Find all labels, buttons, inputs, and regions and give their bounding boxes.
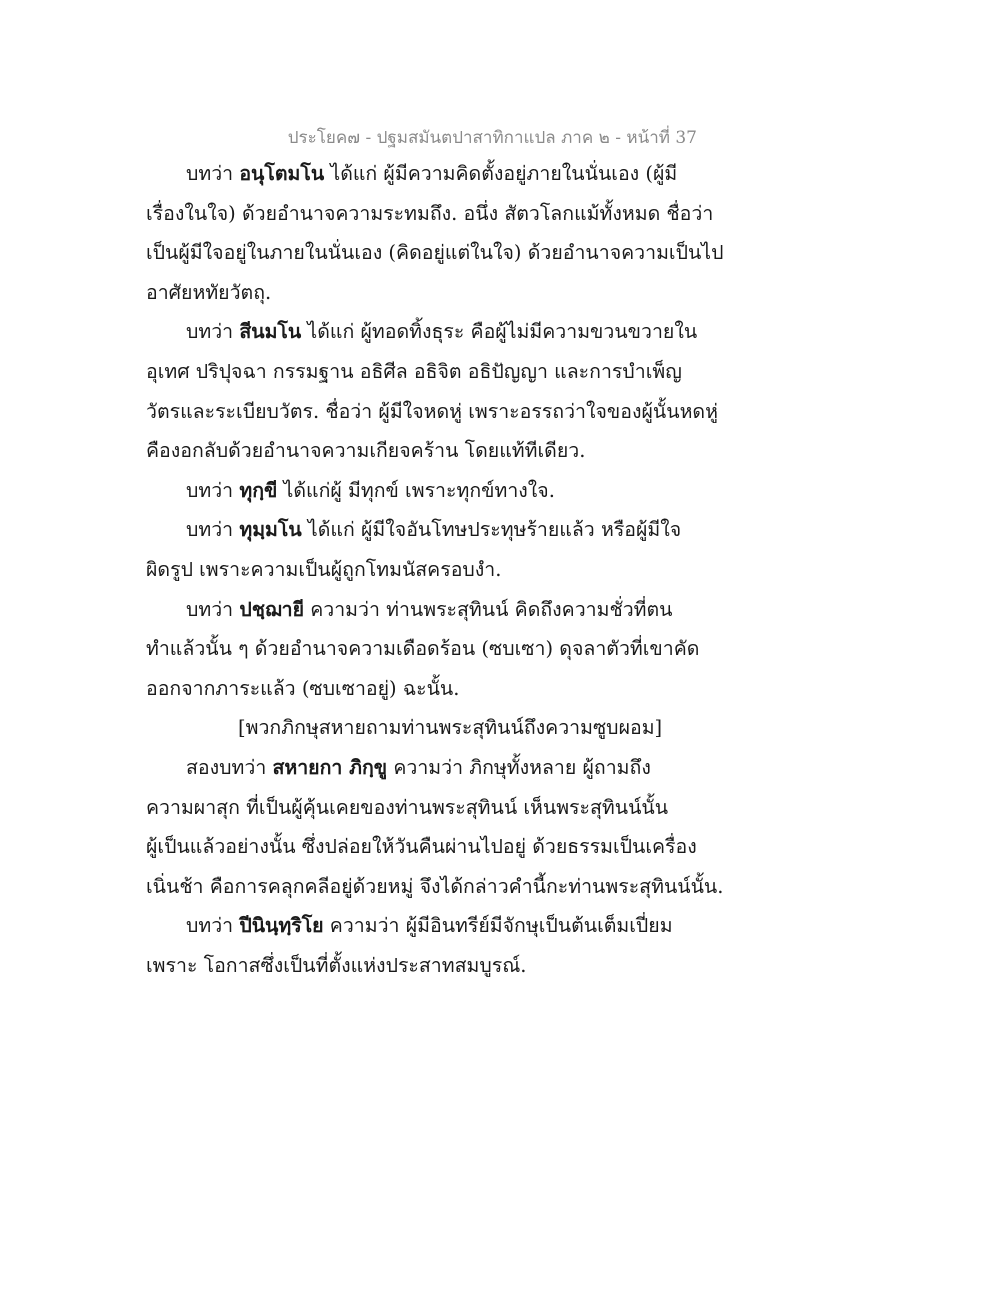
pali-term: ทุมฺมโน <box>239 518 302 542</box>
text-line: คืองอกลับด้วยอำนาจความเกียจคร้าน โดยแท้ทีเดียว. <box>146 439 586 463</box>
paragraph-anutomano <box>146 154 724 312</box>
line-suffix: ความว่า ผู้มีอินทรีย์มีจักษุเป็นต้นเต็มเปี่ยม <box>323 914 673 938</box>
text-line: เพราะ โอกาสซึ่งเป็นที่ตั้งแห่งประสาทสมบูรณ์. <box>146 953 527 977</box>
text-line <box>146 590 706 630</box>
line-suffix: ได้แก่ ผู้มีใจอันโทษประทุษร้ายแล้ว หรือผู้มีใจ <box>301 518 682 542</box>
line-suffix: ความว่า ท่านพระสุทินน์ คิดถึงความชั่วที่ตน <box>304 597 673 621</box>
pali-term: อนุโตมโน <box>239 162 325 185</box>
line-prefix: บทว่า <box>186 320 240 344</box>
text-line: ผู้เป็นแล้วอย่างนั้น ซึ่งปล่อยให้วันคืนผ่านไปอยู่ ด้วยธรรมเป็นเครื่อง <box>146 835 697 859</box>
text-line: อุเทศ ปริปุจฉา กรรมฐาน อธิศีล อธิจิต อธิปัญญา และการบำเพ็ญ <box>146 359 682 383</box>
pali-term: ปชฺฌายี <box>239 597 304 621</box>
text-line: ออกจากภาระแล้ว (ซบเซาอยู่) ฉะนั้น. <box>146 676 460 700</box>
pali-term: สีนมโน <box>239 320 302 344</box>
text-line: อาศัยหทัยวัตถุ. <box>146 280 272 304</box>
bracketed-heading: [พวกภิกษุสหายถามท่านพระสุทินน์ถึงความซูบผอม] <box>238 716 663 740</box>
text-line: เนิ่นช้า คือการคลุกคลีอยู่ด้วยหมู่ จึงได้กล่าวคำนี้กะท่านพระสุทินน์นั้น. <box>146 874 724 898</box>
text-line <box>146 154 706 194</box>
text-line <box>146 471 706 511</box>
line-suffix: ได้แก่ ผู้มีความคิดตั้งอยู่ภายในนั่นเอง (ผู้มี <box>324 162 678 185</box>
line-prefix: บทว่า <box>186 162 240 185</box>
page-header: ประโยค๗ - ปฐมสมันตปาสาทิกาแปล ภาค ๒ - หน้าที่ 37 <box>287 128 697 148</box>
line-suffix: ได้แก่ ผู้ทอดทิ้งธุระ คือผู้ไม่มีความขวนขวายใน <box>301 320 698 344</box>
text-line <box>146 510 706 550</box>
paragraph-sinamano <box>146 312 718 470</box>
text-line <box>146 748 706 788</box>
paragraph-pinindriyo <box>146 906 706 985</box>
text-line: เรื่องในใจ) ด้วยอำนาจความระทมถึง. อนึ่ง สัตวโลกแม้ทั้งหมด ชื่อว่า <box>146 201 714 225</box>
text-line: เป็นผู้มีใจอยู่ในภายในนั่นเอง (คิดอยู่แต่ในใจ) ด้วยอำนาจความเป็นไป <box>146 241 724 265</box>
text-line <box>146 906 706 946</box>
text-line: วัตรและระเบียบวัตร. ชื่อว่า ผู้มีใจหดหู่ เพราะอรรถว่าใจของผู้นั้นหดหู่ <box>146 399 718 423</box>
text-line: ความผาสุก ที่เป็นผู้คุ้นเคยของท่านพระสุทินน์ เห็นพระสุทินน์นั้น <box>146 795 669 819</box>
document-body <box>146 154 724 985</box>
line-prefix: บทว่า <box>186 597 240 621</box>
pali-term: ทุกฺขี <box>239 478 278 502</box>
line-prefix: บทว่า <box>186 478 240 502</box>
text-line <box>146 312 706 352</box>
paragraph-pajjhayi <box>146 590 706 709</box>
line-prefix: บทว่า <box>186 518 240 542</box>
line-prefix: บทว่า <box>186 914 240 938</box>
text-line: ผิดรูป เพราะความเป็นผู้ถูกโทมนัสครอบงำ. <box>146 557 502 581</box>
line-prefix: สองบทว่า <box>186 755 273 779</box>
line-suffix: ได้แก่ผู้ มีทุกข์ เพราะทุกข์ทางใจ. <box>277 478 555 502</box>
line-suffix: ความว่า ภิกษุทั้งหลาย ผู้ถามถึง <box>387 755 651 779</box>
paragraph-dummano <box>146 510 706 589</box>
paragraph-sahayaka <box>146 748 724 906</box>
paragraph-dukkhi <box>146 471 706 511</box>
text-line: ทำแล้วนั้น ๆ ด้วยอำนาจความเดือดร้อน (ซบเซา) ดุจลาตัวที่เขาคัด <box>146 637 700 661</box>
pali-term: ปีนินฺทฺริโย <box>239 914 324 938</box>
section-heading <box>146 708 706 748</box>
pali-term: สหายกา ภิกฺขู <box>272 755 388 779</box>
